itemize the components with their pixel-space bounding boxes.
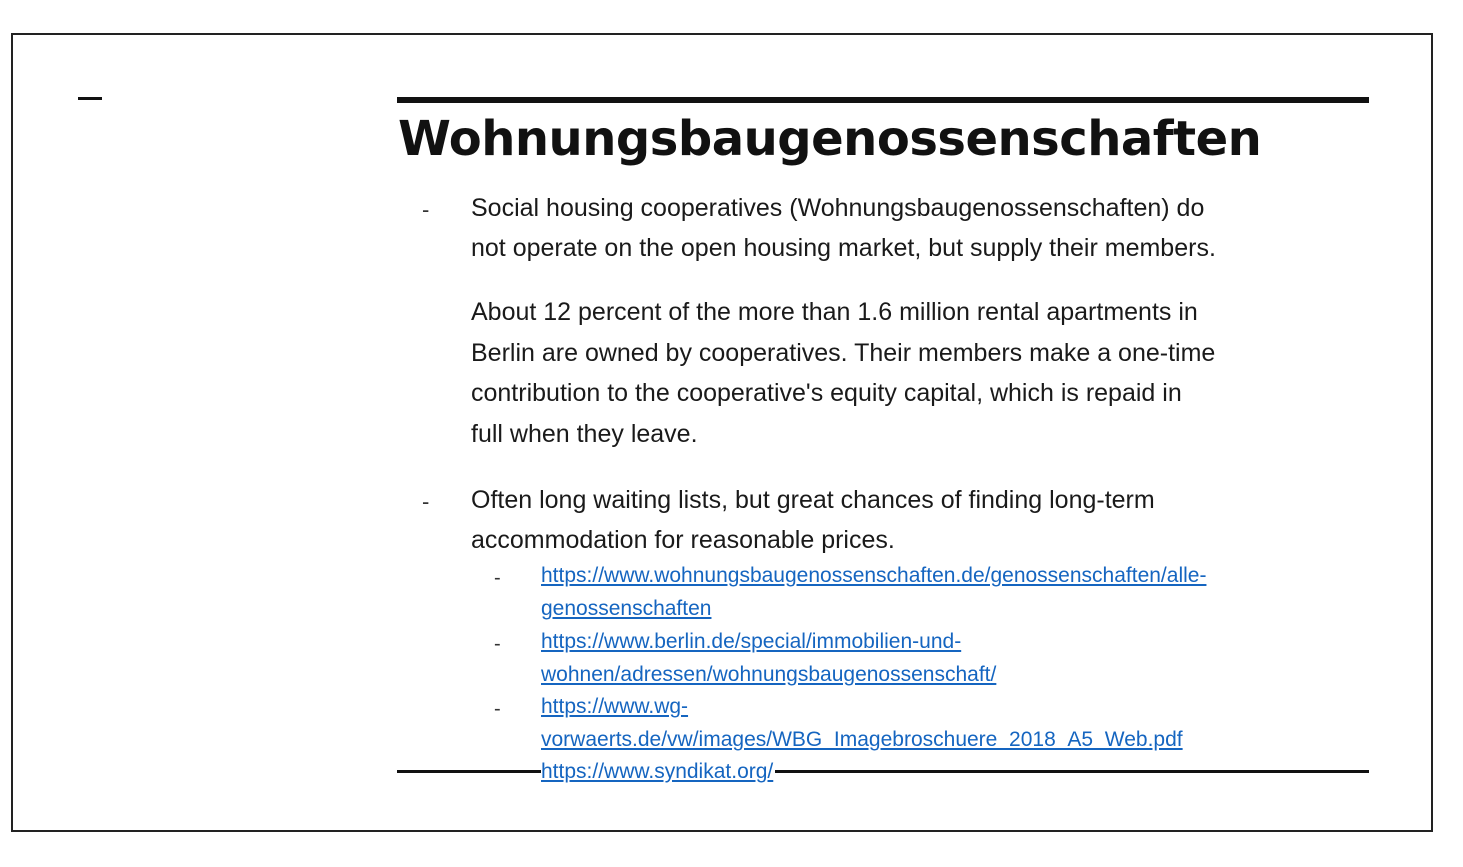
link-wohnungsbaugenossenschaften-line-2[interactable]: genossenschaften (541, 593, 713, 625)
bullet-dash-2: - (422, 489, 430, 514)
corner-dash-mark (78, 97, 102, 100)
paragraph-line-3: contribution to the cooperative's equity capital, which is repaid in (471, 379, 1182, 407)
paragraph-line-1: About 12 percent of the more than 1.6 million rental apartments in (471, 298, 1198, 326)
bullet-2-line-2: accommodation for reasonable prices. (471, 526, 895, 554)
title-rule-top (397, 97, 1369, 103)
link-berlin-de-line-2[interactable]: wohnen/adressen/wohnungsbaugenossenschaft/ (541, 659, 998, 691)
link-syndikat[interactable]: https://www.syndikat.org/ (541, 756, 775, 788)
bullet-dash-1: - (422, 197, 430, 222)
link-dash-3: - (494, 698, 501, 720)
link-wg-vorwaerts-line-2[interactable]: vorwaerts.de/vw/images/WBG_Imagebroschuere_2018_A5_Web.pdf (541, 724, 1185, 756)
slide-title: Wohnungsbaugenossenschaften (398, 111, 1262, 167)
link-wg-vorwaerts-line-1[interactable]: https://www.wg- (541, 691, 690, 723)
link-berlin-de-line-1[interactable]: https://www.berlin.de/special/immobilien-und- (541, 626, 963, 658)
bullet-1-line-2: not operate on the open housing market, but supply their members. (471, 234, 1216, 262)
paragraph-line-2: Berlin are owned by cooperatives. Their members make a one-time (471, 339, 1216, 367)
link-wohnungsbaugenossenschaften-line-1[interactable]: https://www.wohnungsbaugenossenschaften.de/genossenschaften/alle- (541, 560, 1208, 592)
bullet-2-line-1: Often long waiting lists, but great chances of finding long-term (471, 486, 1155, 514)
bullet-1-line-1: Social housing cooperatives (Wohnungsbaugenossenschaften) do (471, 194, 1205, 222)
link-dash-2: - (494, 633, 501, 655)
paragraph-line-4: full when they leave. (471, 420, 698, 448)
link-dash-1: - (494, 567, 501, 589)
